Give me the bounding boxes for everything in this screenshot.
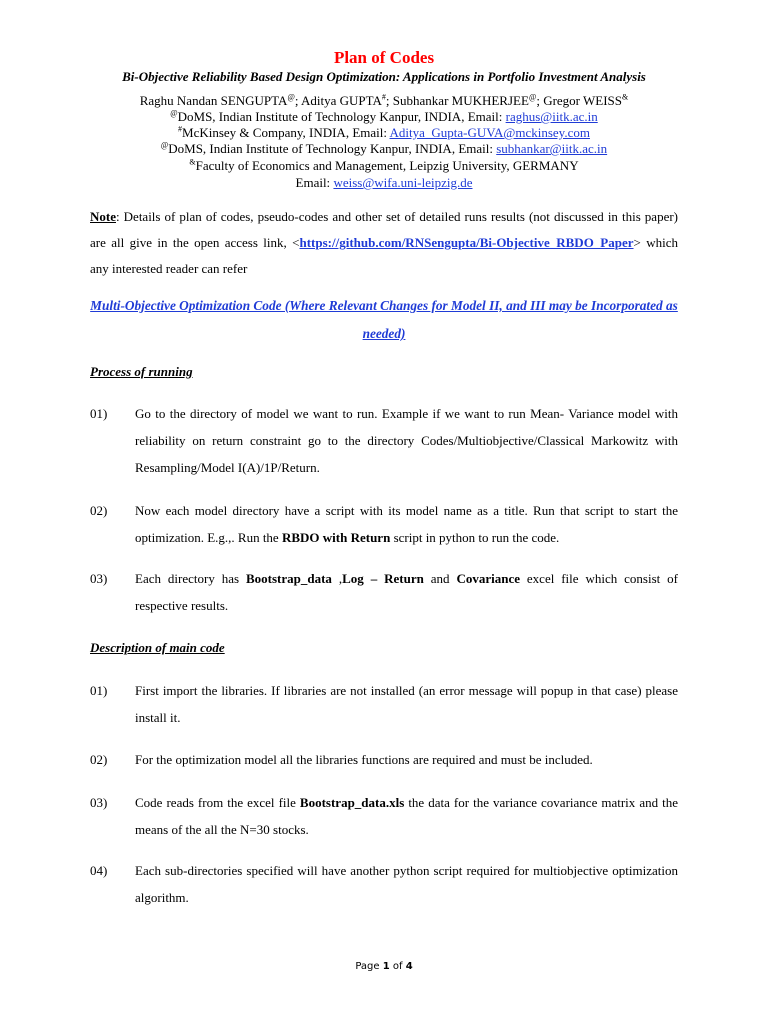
- author-name: Aditya GUPTA: [300, 93, 382, 108]
- affiliation-line: [0, 158, 768, 174]
- author-name: Raghu Nandan SENGUPTA: [139, 93, 288, 108]
- item-text: [135, 497, 678, 551]
- affiliation-text: McKinsey & Company, INDIA, Email:: [182, 125, 390, 140]
- affiliation-mark: @: [287, 92, 295, 102]
- item-text: Go to the directory of model we want to run. Example if we want to run Mean- Variance model with reliability on return constraint go to the directory Codes/Multiobjective/Classical Markowitz with Resampling/Model I(A)/1P/Return.: [135, 406, 678, 475]
- bold-run: Bootstrap_data.xls: [299, 795, 405, 810]
- text-run: and: [423, 571, 457, 586]
- text-run: Each directory has: [135, 571, 246, 586]
- item-text: For the optimization model all the libraries functions are required and must be included.: [135, 752, 593, 767]
- list-item: [90, 497, 678, 551]
- paper-subtitle: Bi-Objective Reliability Based Design Optimization: Applications in Portfolio Investment Analysis: [122, 69, 646, 84]
- text-run: Code reads from the excel file: [135, 795, 300, 810]
- page-footer: [0, 961, 768, 972]
- affiliation-line: [0, 109, 768, 125]
- bold-run: Covariance: [456, 571, 520, 586]
- page-number: 1: [382, 961, 390, 972]
- item-number: 04): [90, 863, 108, 878]
- item-number: 01): [90, 406, 108, 421]
- affiliation-mark: @: [170, 108, 178, 118]
- author-line: [0, 93, 768, 109]
- item-number: 01): [90, 683, 108, 698]
- affiliation-mark: @: [528, 92, 537, 102]
- note-text-end: > which any interested reader can refer: [90, 235, 679, 276]
- email-link[interactable]: subhankar@iitk.ac.in: [496, 141, 608, 156]
- page-total: 4: [405, 961, 413, 972]
- item-number: 02): [90, 752, 108, 767]
- bold-run: Bootstrap_data: [245, 571, 332, 586]
- list-item: [90, 565, 678, 619]
- bold-run: Log – Return: [342, 571, 424, 586]
- affiliation-mark: &: [189, 157, 196, 167]
- github-link[interactable]: https://github.com/RNSengupta/Bi-Objective_RBDO_Paper: [299, 235, 634, 250]
- affiliation-mark: @: [160, 140, 169, 150]
- text-run: script in python to run the code.: [390, 530, 560, 545]
- list-item: [90, 677, 678, 731]
- list-item: [90, 746, 678, 773]
- section-heading-process: Process of running: [90, 364, 193, 379]
- affiliation-line: [0, 125, 768, 141]
- note-label: Note: [90, 209, 116, 224]
- item-text: [135, 789, 678, 843]
- text-run: ,: [331, 571, 343, 586]
- main-heading: Multi-Objective Optimization Code (Where Relevant Changes for Model II, and III may be Incorporated as needed): [90, 298, 678, 341]
- note-paragraph: [90, 204, 678, 282]
- affiliation-text: DoMS, Indian Institute of Technology Kanpur, INDIA, Email:: [177, 109, 506, 124]
- item-number: 03): [90, 571, 108, 586]
- author-name: Gregor WEISS: [543, 93, 623, 108]
- email-link[interactable]: weiss@wifa.uni-leipzig.de: [333, 175, 473, 190]
- text-run: the data for the variance covariance matrix and the means of the all the N=30 stocks.: [135, 795, 678, 837]
- email-link[interactable]: raghus@iitk.ac.in: [505, 109, 598, 124]
- section-heading-description: Description of main code: [90, 640, 225, 655]
- affiliation-mark: &: [622, 92, 629, 102]
- affiliation-line: [0, 141, 768, 157]
- bold-run: RBDO with Return: [281, 530, 391, 545]
- item-text: [135, 565, 678, 619]
- footer-label: Page: [355, 961, 383, 972]
- affiliation-text: DoMS, Indian Institute of Technology Kanpur, INDIA, Email:: [168, 141, 497, 156]
- author-name: Subhankar MUKHERJEE: [392, 93, 529, 108]
- document-title: Plan of Codes: [333, 48, 435, 67]
- item-text: Each sub-directories specified will have another python script required for multiobjective optimization algorithm.: [135, 863, 678, 905]
- separator: ;: [536, 93, 544, 108]
- text-run: Now each model directory have a script with its model name as a title. Run that script to start the optimization. E.g.,. Run the: [135, 503, 678, 545]
- affiliation-line: [0, 175, 768, 191]
- item-number: 02): [90, 503, 108, 518]
- affiliation-mark: #: [381, 92, 386, 102]
- email-link[interactable]: Aditya_Gupta-GUVA@mckinsey.com: [389, 125, 590, 140]
- note-text: : Details of plan of codes, pseudo-codes and other set of detailed runs results (not discussed in this paper) are all give in the open access link, <: [90, 209, 678, 250]
- item-text: First import the libraries. If libraries are not installed (an error message will popup in that case) please install it.: [135, 683, 678, 725]
- affiliation-mark: #: [178, 124, 183, 134]
- affiliation-text: Faculty of Economics and Management, Leipzig University, GERMANY: [195, 158, 579, 173]
- affiliation-text: Email:: [295, 175, 334, 190]
- list-item: [90, 857, 678, 911]
- separator: ;: [294, 93, 301, 108]
- text-run: excel file which consist of respective results.: [135, 571, 679, 613]
- list-item: [90, 789, 678, 843]
- list-item: [90, 400, 678, 481]
- separator: ;: [385, 93, 393, 108]
- footer-of: of: [389, 961, 406, 972]
- item-number: 03): [90, 795, 108, 810]
